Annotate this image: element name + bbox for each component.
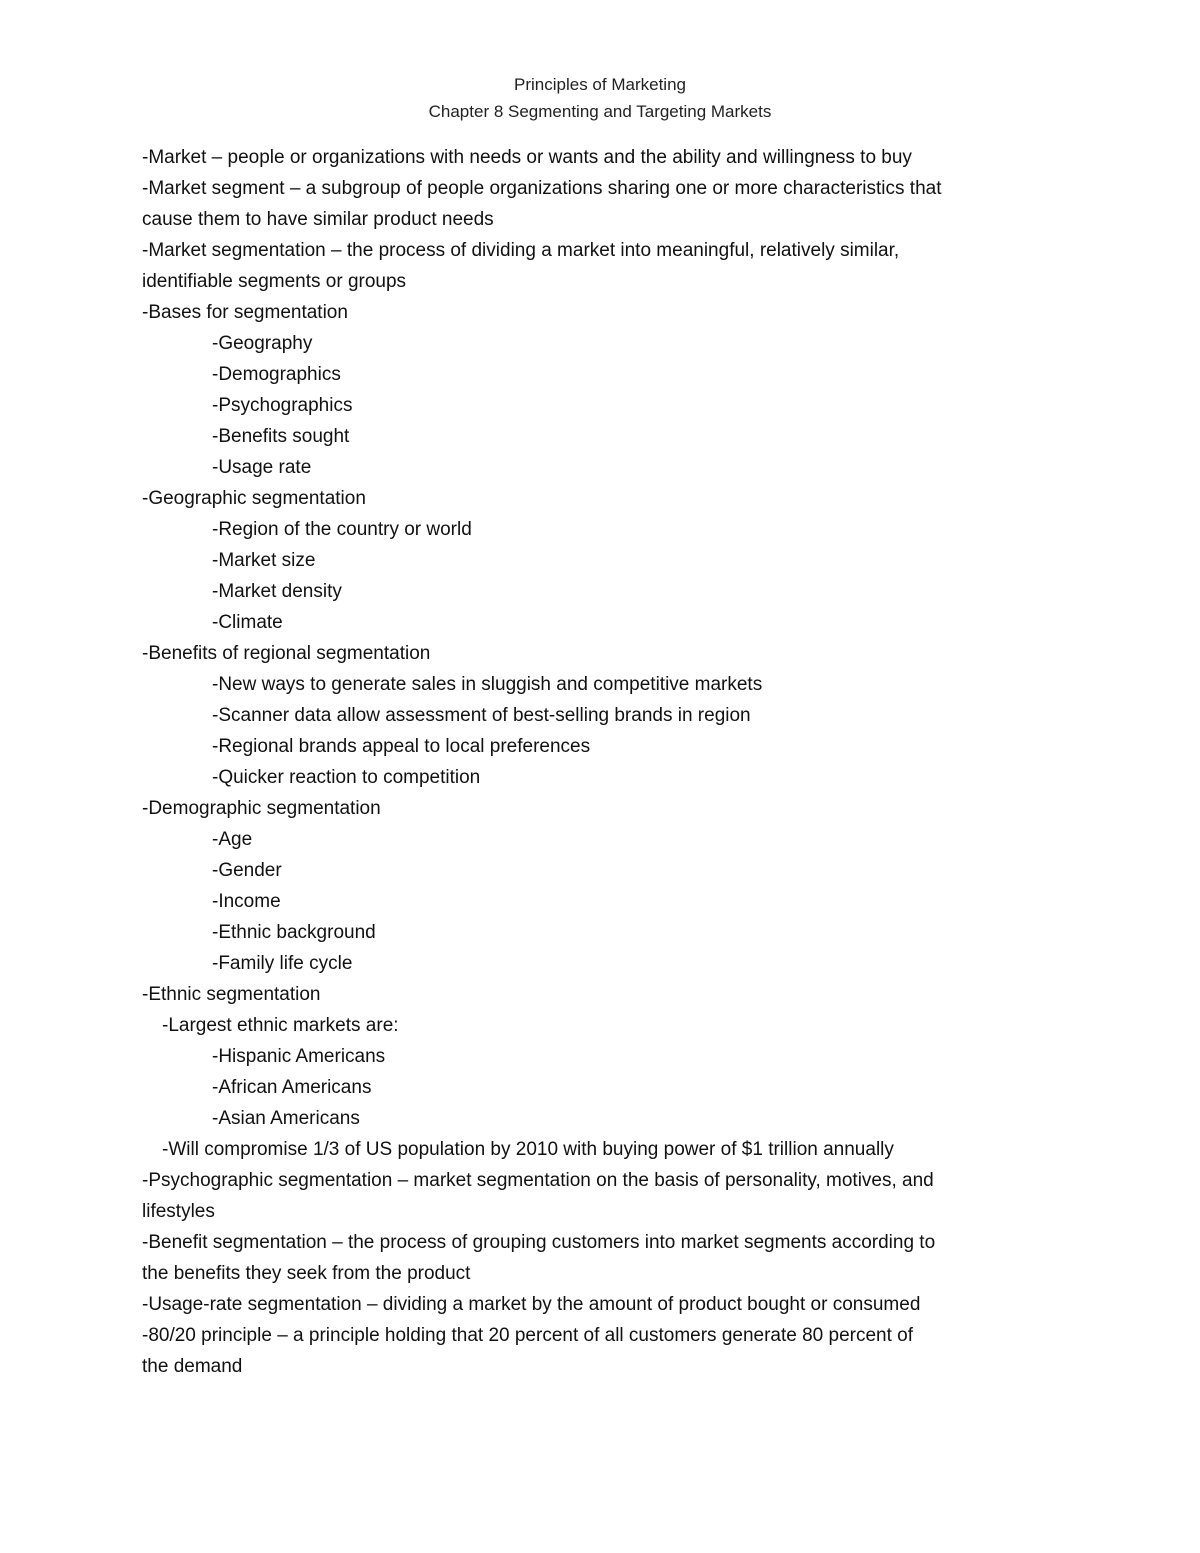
note-subline: -Market size: [212, 550, 316, 571]
note-subline: -African Americans: [212, 1077, 372, 1098]
note-subline: -Usage rate: [212, 457, 312, 478]
note-subline: -Regional brands appeal to local preferences: [212, 736, 591, 757]
note-line: -Demographic segmentation: [142, 798, 381, 819]
note-line: identifiable segments or groups: [142, 271, 407, 292]
note-subline: -Quicker reaction to competition: [212, 767, 481, 788]
note-line: the demand: [142, 1356, 243, 1377]
note-line: -Benefit segmentation – the process of grouping customers into market segments according to: [142, 1232, 936, 1253]
note-line: -Benefits of regional segmentation: [142, 643, 431, 664]
note-line: -Market segmentation – the process of dividing a market into meaningful, relatively similar,: [142, 240, 900, 261]
note-subline: -Climate: [212, 612, 283, 633]
note-midline: -Largest ethnic markets are:: [162, 1015, 399, 1036]
note-subline: -Income: [212, 891, 281, 912]
document-subtitle: Chapter 8 Segmenting and Targeting Markets: [428, 102, 772, 121]
note-subline: -Age: [212, 829, 253, 850]
notes-body: [142, 142, 1062, 1382]
note-line: -Usage-rate segmentation – dividing a market by the amount of product bought or consumed: [142, 1294, 921, 1315]
note-line: -Market segment – a subgroup of people organizations sharing one or more characteristics that: [142, 178, 942, 199]
note-subline: -New ways to generate sales in sluggish and competitive markets: [212, 674, 763, 695]
note-subline: -Benefits sought: [212, 426, 350, 447]
note-line: -Market – people or organizations with needs or wants and the ability and willingness to buy: [142, 147, 912, 168]
note-subline: -Asian Americans: [212, 1108, 360, 1129]
note-line: -Psychographic segmentation – market segmentation on the basis of personality, motives, and: [142, 1170, 934, 1191]
note-subline: -Region of the country or world: [212, 519, 472, 540]
note-midline: -Will compromise 1/3 of US population by 2010 with buying power of $1 trillion annually: [162, 1139, 894, 1160]
note-subline: -Ethnic background: [212, 922, 376, 943]
note-line: -Bases for segmentation: [142, 302, 348, 323]
note-line: cause them to have similar product needs: [142, 209, 494, 230]
document-title: Principles of Marketing: [514, 75, 686, 94]
note-subline: -Hispanic Americans: [212, 1046, 386, 1067]
note-subline: -Psychographics: [212, 395, 353, 416]
note-subline: -Family life cycle: [212, 953, 353, 974]
note-line: -Ethnic segmentation: [142, 984, 321, 1005]
note-subline: -Scanner data allow assessment of best-selling brands in region: [212, 705, 751, 726]
note-line: -Geographic segmentation: [142, 488, 366, 509]
note-line: the benefits they seek from the product: [142, 1263, 471, 1284]
note-subline: -Gender: [212, 860, 282, 881]
note-line: -80/20 principle – a principle holding that 20 percent of all customers generate 80 percent of: [142, 1325, 914, 1346]
note-line: lifestyles: [142, 1201, 215, 1222]
note-subline: -Demographics: [212, 364, 341, 385]
note-subline: -Geography: [212, 333, 313, 354]
note-subline: -Market density: [212, 581, 342, 602]
